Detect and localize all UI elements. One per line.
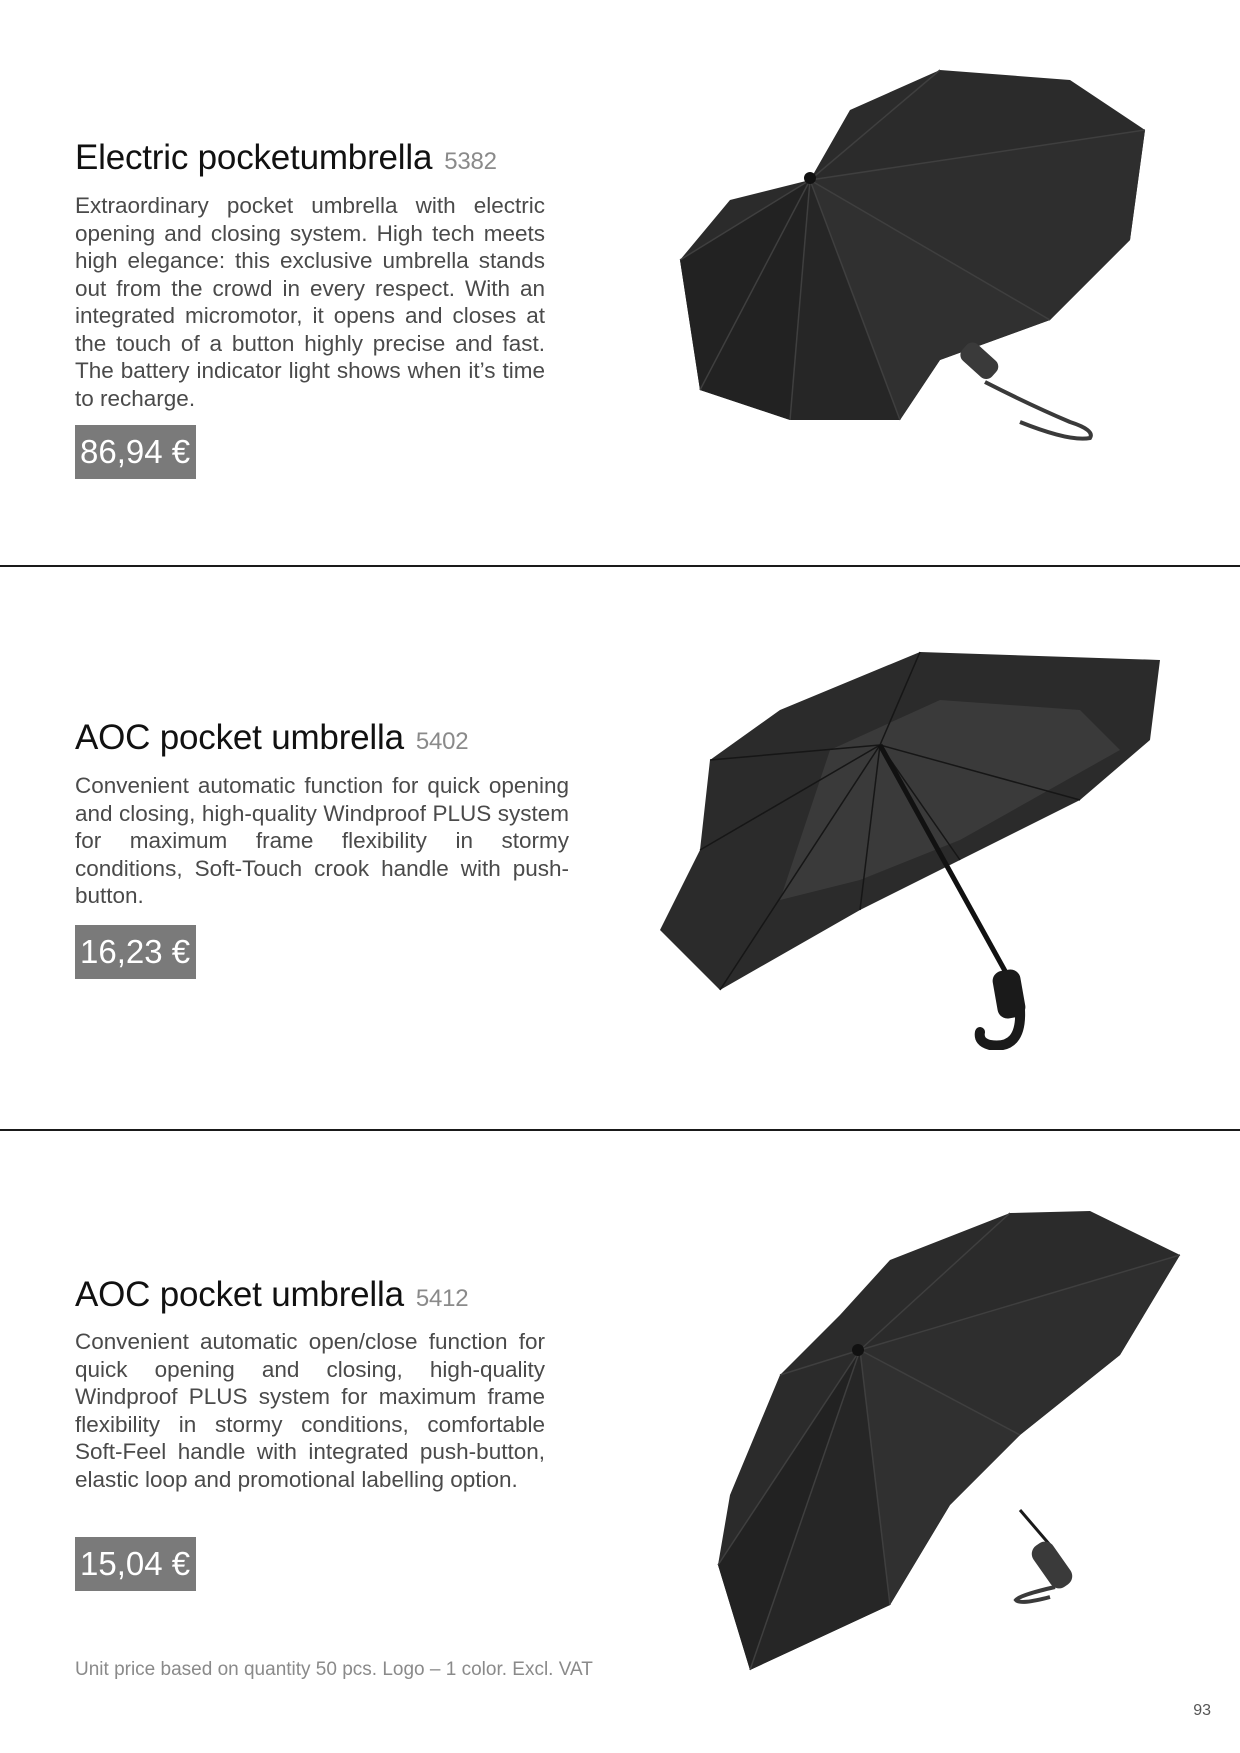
section-divider	[0, 565, 1240, 567]
product-sku: 5382	[444, 148, 497, 175]
product-title	[75, 1275, 468, 1315]
product-name: AOC pocket umbrella	[75, 1275, 404, 1314]
folding-umbrella-image	[710, 1205, 1190, 1675]
price-badge: 86,94 €	[75, 425, 196, 479]
page-number: 93	[1193, 1702, 1211, 1719]
product-sku: 5402	[415, 728, 469, 755]
product-title	[75, 718, 468, 758]
product-sku: 5412	[415, 1285, 469, 1312]
section-divider	[0, 1129, 1240, 1131]
product-title	[75, 138, 497, 178]
electric-umbrella-image	[670, 60, 1150, 510]
crook-handle-umbrella-image	[660, 650, 1170, 1050]
product-description: Convenient automatic open/close function for quick opening and closing, high-quality Windproof PLUS system for maximum frame flexibility in stormy conditions, comfortable Soft-Feel handle with integrated push-button, elastic loop and promotional labelling option.	[75, 1329, 545, 1492]
price-badge: 15,04 €	[75, 1537, 196, 1591]
product-description: Extraordinary pocket umbrella with electric opening and closing system. High tech meets high elegance: this exclusive umbrella stands out from the crowd in every respect. With an integrated micromotor, it opens and closes at the touch of a button highly precise and fast. The battery indicator light shows when it’s time to recharge.	[75, 193, 545, 411]
pricing-footnote: Unit price based on quantity 50 pcs. Logo – 1 color. Excl. VAT	[75, 1659, 593, 1680]
product-description: Convenient automatic function for quick opening and closing, high-quality Windproof PLUS system for maximum frame flexibility in stormy conditions, Soft-Touch crook handle with push-button.	[75, 773, 569, 908]
product-name: Electric pocketumbrella	[75, 138, 433, 177]
price-badge: 16,23 €	[75, 925, 196, 979]
product-name: AOC pocket umbrella	[75, 718, 404, 757]
